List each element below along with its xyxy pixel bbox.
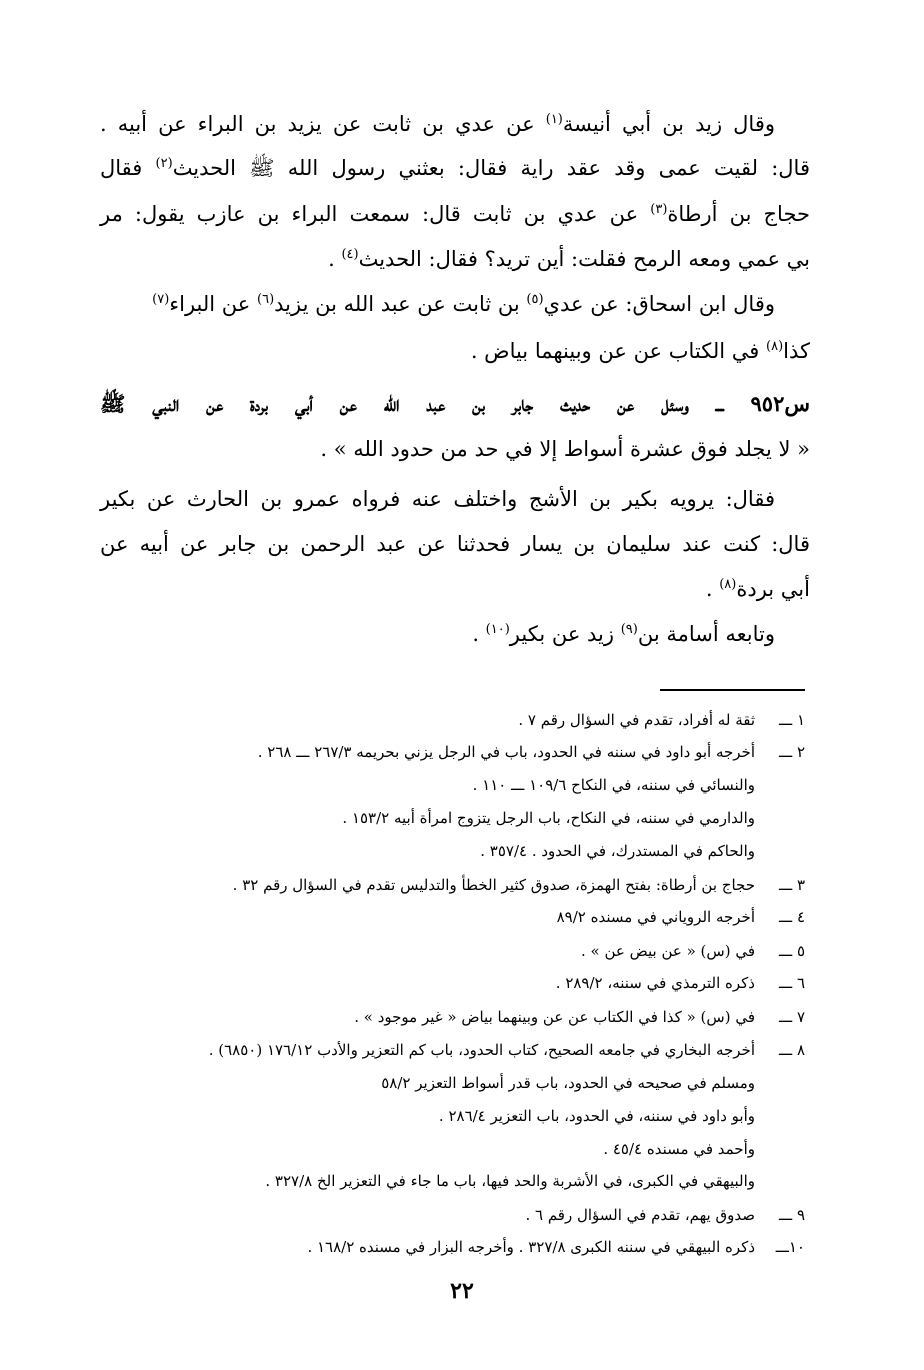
body-line — [100, 337, 810, 365]
footnote-text: أخرجه أبو داود في سننه في الحدود، باب في الرجل يزني بحريمه ٢٦٧/٣ ـــ ٢٦٨ . — [257, 743, 755, 761]
footnote — [100, 1039, 805, 1061]
text-run: . — [472, 622, 486, 646]
footnote — [100, 1204, 805, 1226]
footnote-number: ٧ ـــ — [778, 1008, 805, 1026]
text-run: وقال زيد بن أبي أنيسة — [562, 112, 775, 136]
footnote — [100, 906, 805, 928]
footnote-ref: (١) — [545, 112, 563, 127]
footnote-number: ٩ ـــ — [778, 1206, 805, 1224]
text-run: حجاج بن أرطاة — [667, 202, 810, 226]
footnote-ref: (٤) — [341, 247, 359, 262]
text-run: « لا يجلد فوق عشرة أسواط إلا في حد من حدود الله » . — [320, 437, 810, 461]
footnote-text: وأبو داود في سننه، في الحدود، باب التعزير ٢٨٦/٤ . — [438, 1107, 755, 1125]
footnote-text: في (س) « عن بيض عن » . — [580, 942, 755, 960]
footnote-text: ومسلم في صحيحه في الحدود، باب قدر أسواط التعزير ٥٨/٢ — [381, 1074, 755, 1092]
footnote-text: ثقة له أفراد، تقدم في السؤال رقم ٧ . — [518, 711, 755, 729]
footnote-text: حجاج بن أرطاة: بفتح الهمزة، صدوق كثير الخطأ والتدليس تقدم في السؤال رقم ٣٢ . — [232, 876, 755, 894]
footnote-number: ٦ ـــ — [778, 974, 805, 992]
footnote — [100, 807, 805, 829]
footnote-ref: (٣) — [650, 202, 668, 217]
footnote — [100, 709, 805, 731]
text-run: وقال ابن اسحاق: عن عدي — [543, 292, 775, 316]
text-run: وتابعه أسامة بن — [637, 622, 775, 646]
footnote-ref: (٦) — [257, 292, 275, 307]
footnote-separator — [660, 689, 805, 691]
footnote-text: ذكره البيهقي في سننه الكبرى ٣٢٧/٨ . وأخرجه البزار في مسنده ١٦٨/٢ . — [307, 1238, 755, 1256]
footnote-text: والحاكم في المستدرك، في الحدود . ٣٥٧/٤ . — [480, 842, 755, 860]
text-run: عن عدي بن ثابت قال: سمعت البراء بن عازب يقول: مر — [100, 202, 651, 226]
text-run: . — [705, 577, 720, 601]
footnote-ref: (٢) — [155, 156, 173, 171]
footnote — [100, 972, 805, 994]
footnote — [100, 741, 805, 763]
footnote-text: ذكره الترمذي في سننه، ٢٨٩/٢ . — [555, 974, 755, 992]
body-line — [100, 110, 810, 138]
text-run: في الكتاب عن عن وبينهما بياض . — [470, 339, 766, 363]
footnote-text: والدارمي في سننه، في النكاح، باب الرجل يتزوج امرأة أبيه ١٥٣/٢ . — [342, 809, 755, 827]
footnote-number: ٣ ـــ — [778, 876, 805, 894]
footnote-text: وأحمد في مسنده ٤٥/٤ . — [603, 1140, 755, 1158]
text-run: عن البراء — [169, 292, 257, 316]
footnote — [100, 1105, 805, 1127]
footnote — [100, 874, 805, 896]
footnote-ref: (٨) — [719, 577, 737, 592]
body-line — [100, 154, 810, 182]
footnote-text: أخرجه الروياني في مسنده ٨٩/٢ — [556, 908, 755, 926]
body-line — [100, 245, 810, 273]
body-line — [100, 575, 810, 603]
text-run: عن عدي بن ثابت عن يزيد بن البراء عن أبيه . — [100, 112, 546, 136]
footnote-number: ٢ ـــ — [778, 743, 805, 761]
footnote — [100, 1138, 805, 1160]
footnote — [100, 1170, 805, 1192]
body-line — [100, 620, 810, 648]
footnote-number: ١ ـــ — [778, 711, 805, 729]
footnote-number: ٥ ـــ — [778, 942, 805, 960]
text-run: س٩٥٢ ـــ وسئل عن حديث جابر بن عبد الله عن أبي بردة عن النبي ﷺ — [100, 391, 810, 416]
footnote-text: أخرجه البخاري في جامعه الصحيح، كتاب الحدود، باب كم التعزير والأدب ١٧٦/١٢ (٦٨٥٠) . — [208, 1041, 755, 1059]
footnote-ref: (٧) — [152, 292, 170, 307]
footnote-text: صدوق يهم، تقدم في السؤال رقم ٦ . — [525, 1206, 755, 1224]
footnote-number: ٤ ـــ — [778, 908, 805, 926]
body-line — [100, 290, 810, 318]
body-line — [100, 200, 810, 228]
footnote — [100, 840, 805, 862]
text-run: أبي بردة — [736, 577, 810, 601]
footnote-number: ١٠ـــ — [775, 1238, 805, 1256]
footnote — [100, 1006, 805, 1028]
body-line — [100, 530, 810, 558]
text-run: قال: لقيت عمى وقد عقد راية فقال: بعثني رسول الله ﷺ الحديث — [172, 156, 810, 180]
text-run: زيد عن بكير — [509, 622, 621, 646]
text-run: بي عمي ومعه الرمح فقلت: أين تريد؟ فقال: الحديث — [358, 247, 810, 271]
footnote-text: والنسائي في سننه، في النكاح ١٠٩/٦ ـــ ١١٠ . — [472, 776, 755, 794]
text-run: فقال — [100, 156, 156, 180]
text-run: قال: كنت عند سليمان بن يسار فحدثنا عن عبد الرحمن بن جابر عن أبيه عن — [100, 532, 810, 556]
footnote-ref: (٨) — [766, 339, 784, 354]
footnote — [100, 1072, 805, 1094]
text-run: . — [328, 247, 342, 271]
text-run: بن ثابت عن عبد الله بن يزيد — [274, 292, 527, 316]
footnote-text: والبيهقي في الكبرى، في الأشربة والحد فيها، باب ما جاء في التعزير الخ ٣٢٧/٨ . — [265, 1172, 755, 1190]
footnote-ref: (٩) — [620, 622, 638, 637]
footnote — [100, 940, 805, 962]
body-line — [100, 485, 810, 513]
text-run: كذا — [783, 339, 810, 363]
body-line — [100, 390, 810, 418]
footnote — [100, 1236, 805, 1258]
text-run: فقال: يرويه بكير بن الأشج واختلف عنه فرواه عمرو بن الحارث عن بكير — [100, 487, 775, 511]
page-number: ٢٢ — [450, 1278, 474, 1304]
footnote-ref: (١٠) — [485, 622, 510, 637]
footnote-text: في (س) « كذا في الكتاب عن عن وبينهما بياض « غير موجود » . — [354, 1008, 755, 1026]
footnote-number: ٨ ـــ — [778, 1041, 805, 1059]
footnote — [100, 774, 805, 796]
footnote-ref: (٥) — [526, 292, 544, 307]
body-line — [100, 435, 810, 463]
